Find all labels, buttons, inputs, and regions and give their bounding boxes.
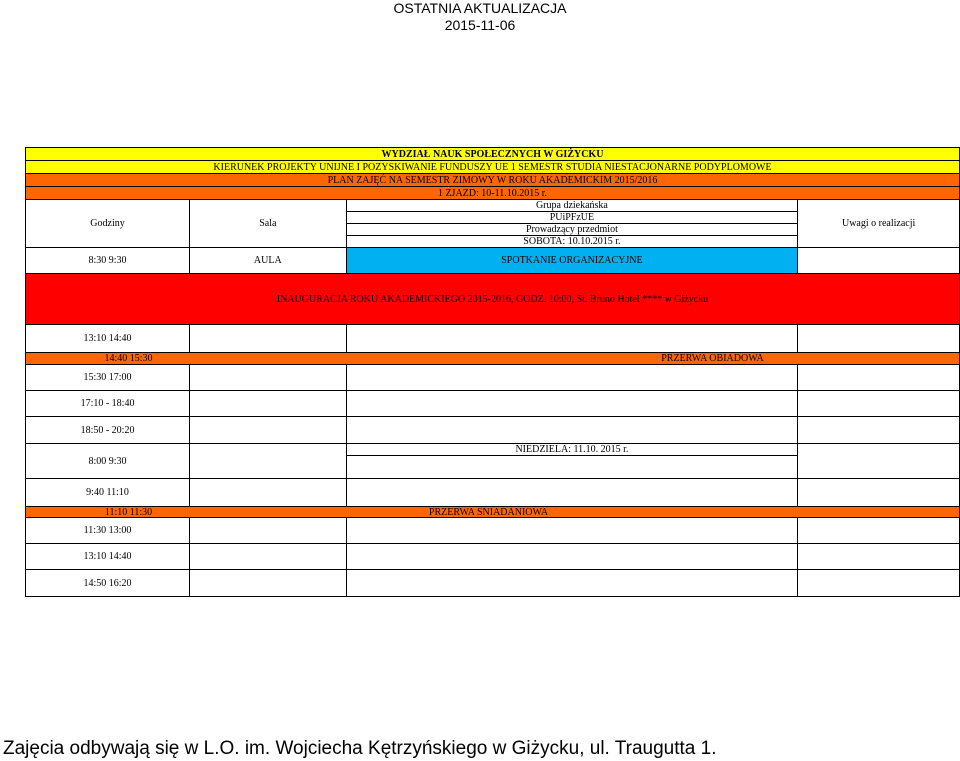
footer-note: Zajęcia odbywają się w L.O. im. Wojciecha Kętrzyńskiego w Giżycku, ul. Traugutta 1. [3, 738, 717, 759]
lunch-break-label: PRZERWA OBIADOWA [661, 353, 764, 364]
faculty-row [26, 148, 960, 161]
group-label-row [26, 200, 960, 212]
lecturer-label: Prowadzący przedmiot [346, 224, 798, 236]
session-row [26, 187, 960, 200]
last-update-date: 2015-11-06 [444, 17, 516, 33]
breakfast-break-label: PRZERWA ŚNIADANIOWA [428, 507, 549, 518]
schedule-table [25, 147, 960, 597]
inauguration-row [26, 274, 960, 325]
time-cell: 17:10 - 18:40 [26, 391, 190, 417]
table-row [26, 544, 960, 570]
table-row [26, 570, 960, 597]
group-label: Grupa dziekańska [346, 200, 798, 212]
time-cell: 11:30 13:00 [26, 518, 190, 544]
time-cell: 18:50 - 20:20 [26, 417, 190, 444]
time-cell: 15:30 17:00 [26, 365, 190, 391]
sunday-label: NIEDZIELA: 11.10. 2015 r. [346, 444, 798, 456]
notes-header: Uwagi o realizacji [798, 200, 960, 248]
sunday-row [26, 444, 960, 456]
table-row [26, 325, 960, 353]
last-update-title: OSTATNIA AKTUALIZACJA [393, 0, 567, 16]
time-cell: 8:30 9:30 [26, 248, 190, 274]
table-row [26, 507, 960, 518]
organizational-meeting: SPOTKANIE ORGANIZACYJNE [346, 248, 798, 274]
hours-header: Godziny [26, 200, 190, 248]
document-header [0, 0, 960, 34]
lunch-break-row [26, 353, 960, 365]
table-row [26, 353, 960, 365]
session-title: 1 ZJAZD: 10-11.10.2015 r. [26, 187, 960, 200]
notes-cell [798, 248, 960, 274]
table-row [26, 479, 960, 507]
table-row [26, 391, 960, 417]
time-cell: 13:10 14:40 [26, 325, 190, 353]
table-row [26, 417, 960, 444]
saturday-label: SOBOTA: 10.10.2015 r. [346, 236, 798, 248]
time-cell: 8:00 9:30 [26, 444, 190, 479]
time-cell: 13:10 14:40 [26, 544, 190, 570]
time-cell: 14:40 15:30 [104, 353, 153, 364]
breakfast-break-row [26, 507, 960, 518]
inauguration-banner: INAUGURACJA ROKU AKADEMICKIEGO 2015-2016, GODZ. 10:00, St. Bruno Hotel **** w Giżycku [26, 274, 960, 325]
faculty-title: WYDZIAŁ NAUK SPOŁECZNYCH W GIŻYCKU [26, 148, 960, 161]
table-row [26, 365, 960, 391]
time-cell: 11:10 11:30 [104, 507, 153, 518]
program-row [26, 161, 960, 174]
table-row [26, 248, 960, 274]
plan-row [26, 174, 960, 187]
room-header: Sala [190, 200, 347, 248]
room-cell: AULA [190, 248, 347, 274]
time-cell: 9:40 11:10 [26, 479, 190, 507]
time-cell: 14:50 16:20 [26, 570, 190, 597]
table-row [26, 518, 960, 544]
plan-title: PLAN ZAJĘĆ NA SEMESTR ZIMOWY W ROKU AKADEMICKIM 2015/2016 [26, 174, 960, 187]
program-title: KIERUNEK PROJEKTY UNIJNE I POZYSKIWANIE FUNDUSZY UE 1 SEMESTR STUDIA NIESTACJONARNE PODYPLOMOWE [26, 161, 960, 174]
group-code: PUiPFzUE [346, 212, 798, 224]
